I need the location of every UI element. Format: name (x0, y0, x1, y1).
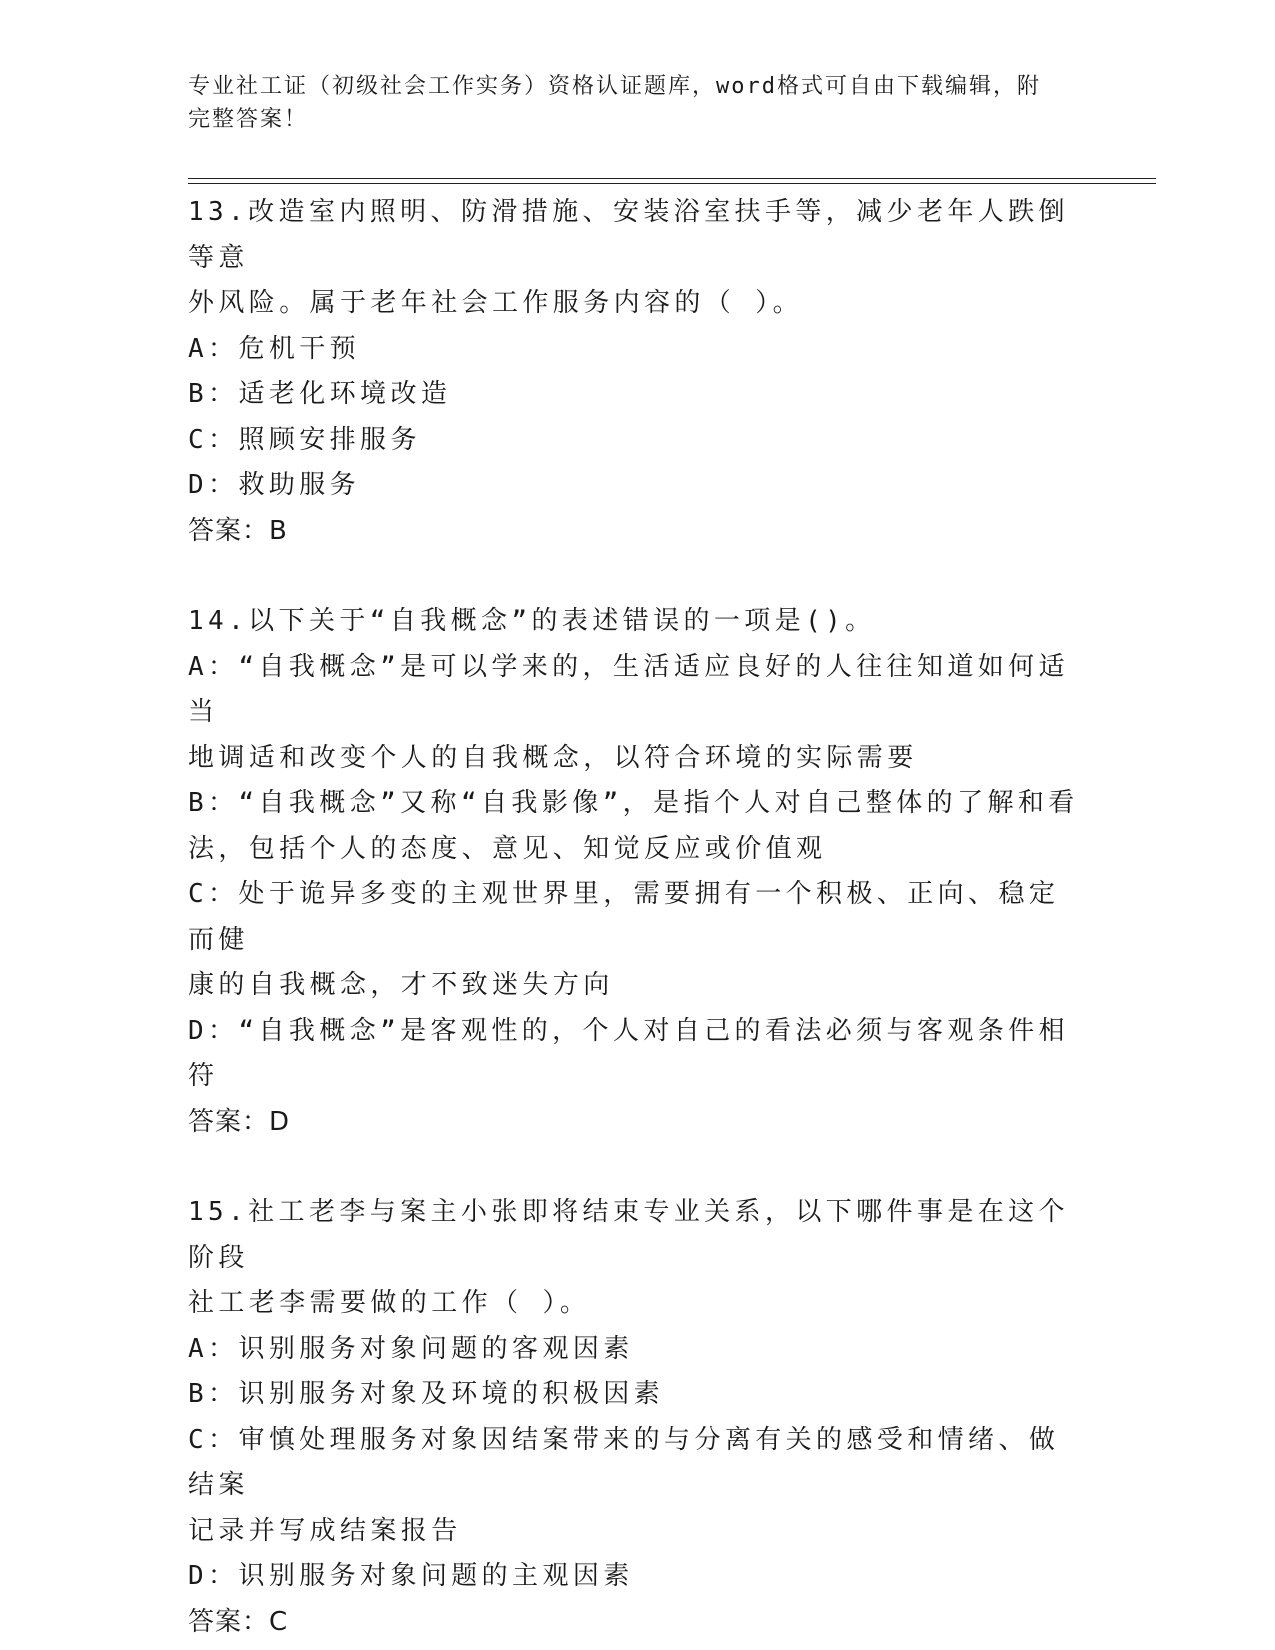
header-line-1: 专业社工证（初级社会工作实务）资格认证题库，word格式可自由下载编辑，附 (188, 74, 1041, 99)
header-line-2: 完整答案！ (188, 107, 309, 132)
option-b: B：“自我概念”又称“自我影像”，是指个人对自己整体的了解和看 (188, 788, 1079, 818)
option-a: A：“自我概念”是可以学来的，生活适应良好的人往往知道如何适当 (188, 651, 1069, 727)
answer-label: 答案：B (188, 515, 288, 546)
question-13 (188, 190, 1088, 554)
option-a: A：危机干预 (188, 333, 361, 364)
answer-label: 答案：C (188, 1606, 289, 1637)
question-stem-line: 13.改造室内照明、防滑措施、安装浴室扶手等，减少老年人跌倒等意 (188, 197, 1069, 273)
option-c: C：处于诡异多变的主观世界里，需要拥有一个积极、正向、稳定而健 (188, 879, 1060, 955)
question-15 (188, 1190, 1088, 1645)
option-c: C：照顾安排服务 (188, 424, 421, 455)
question-stem-line: 15.社工老李与案主小张即将结束专业关系，以下哪件事是在这个阶段 (188, 1197, 1069, 1273)
header-divider-bottom (188, 183, 1156, 184)
option-d: D：“自我概念”是客观性的，个人对自己的看法必须与客观条件相符 (188, 1015, 1069, 1091)
question-stem-line: 外风险。属于老年社会工作服务内容的（ ）。 (188, 288, 804, 318)
option-c-continued: 康的自我概念，才不致迷失方向 (188, 970, 614, 1000)
question-list (188, 190, 1088, 1645)
option-b-continued: 法，包括个人的态度、意见、知觉反应或价值观 (188, 833, 827, 864)
header-divider-top (188, 178, 1156, 179)
answer-label: 答案：D (188, 1106, 291, 1137)
question-14 (188, 599, 1088, 1145)
option-d: D：救助服务 (188, 470, 361, 500)
option-d: D：识别服务对象问题的主观因素 (188, 1561, 634, 1591)
option-b: B：适老化环境改造 (188, 379, 452, 409)
option-c: C：审慎处理服务对象因结案带来的与分离有关的感受和情绪、做结案 (188, 1424, 1060, 1500)
option-b: B：识别服务对象及环境的积极因素 (188, 1379, 665, 1409)
document-header (188, 70, 1088, 136)
question-stem-line: 14.以下关于“自我概念”的表述错误的一项是()。 (188, 606, 876, 636)
option-a-continued: 地调适和改变个人的自我概念，以符合环境的实际需要 (188, 742, 918, 773)
option-c-continued: 记录并写成结案报告 (188, 1515, 462, 1546)
option-a: A：识别服务对象问题的客观因素 (188, 1333, 634, 1364)
question-stem-line: 社工老李需要做的工作（ ）。 (188, 1288, 591, 1318)
